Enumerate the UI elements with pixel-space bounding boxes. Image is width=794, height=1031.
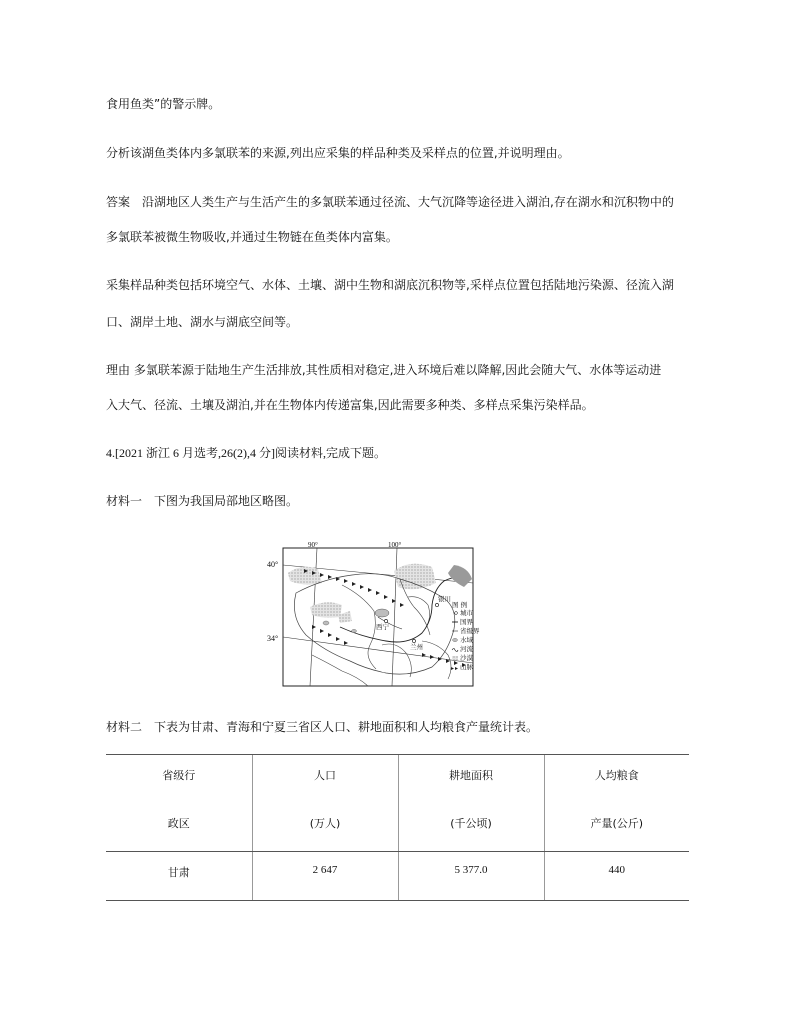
header-line: 省级行 [162,769,196,782]
header-line: 政区 [167,817,190,830]
table-cell: 5 377.0 [398,852,544,901]
city-label: 西宁 [376,623,389,631]
legend-item: 水域 [460,636,473,644]
header-cell [398,755,544,852]
answer-line: 多氯联苯被微生物吸收,并通过生物链在鱼类体内富集。 [106,230,398,244]
header-cell [544,755,689,852]
answer-line: 口、湖岸土地、湖水与湖底空间等。 [106,315,299,329]
legend-item: 省级界 [460,627,480,635]
question-header: 4.[2021 浙江 6 月选考,26(2),4 分]阅读材料,完成下题。 [106,446,386,460]
legend-item: 山脉 [460,663,473,671]
header-line: 人均粮食 [594,769,639,782]
header-line: (万人) [309,817,341,830]
legend-item: 城市 [460,609,473,617]
answer-line: 答案 沿湖地区人类生产与生活产生的多氯联苯通过径流、大气沉降等途径进入湖泊,存在湖水和沉积物中的 [106,195,674,209]
desert-area [394,564,436,589]
table-cell: 440 [544,852,689,901]
table-row [106,852,689,901]
legend-item: 沙漠 [460,654,473,662]
material-two-caption: 材料二 下表为甘肃、青海和宁夏三省区人口、耕地面积和人均粮食产量统计表。 [106,720,539,734]
city-label: 兰州 [410,643,423,651]
lake [352,629,357,632]
legend-item: 国界 [460,618,473,626]
material-one-caption: 材料一 下图为我国局部地区略图。 [106,494,299,508]
text-line: 食用鱼类”的警示牌。 [106,97,221,111]
lon-label: 90° [308,541,318,549]
reason-line: 理由 多氯联苯源于陆地生产生活排放,其性质相对稳定,进入环境后难以降解,因此会随大气、水体等运动进 [106,363,662,377]
question-text: 分析该湖鱼类体内多氯联苯的来源,列出应采集的样品种类及采样点的位置,并说明理由。 [106,146,570,160]
table-cell: 甘肃 [106,852,252,901]
header-line: 人口 [314,769,336,782]
reason-line: 入大气、径流、土壤及湖泊,并在生物体内传递富集,因此需要多种类、多样点采集污染样品。 [106,398,594,412]
legend-title: 图 例 [452,601,468,609]
table-cell: 2 647 [252,852,398,901]
header-cell [106,755,252,852]
header-line: (千公顷) [450,817,492,830]
header-line: 产量(公斤) [590,817,644,830]
lat-label: 40° [267,560,279,569]
header-line: 耕地面积 [449,769,493,782]
legend-desert-symbol [452,656,458,660]
city-label: 银川 [438,595,451,603]
lon-label: 100° [388,541,402,549]
statistics-table [106,754,689,901]
legend-item: 河流 [460,645,473,653]
lat-label: 34° [267,634,279,643]
header-cell [252,755,398,852]
legend-city-symbol [455,612,458,615]
table-header-row [106,755,689,852]
lake-qinghai [375,609,389,617]
legend-water-symbol [453,638,458,641]
answer-line: 采集样品种类包括环境空气、水体、土壤、湖中生物和湖底沉积物等,采样点位置包括陆地污染源、径流入湖 [106,278,674,292]
region-map [282,541,480,687]
lake [323,621,329,625]
